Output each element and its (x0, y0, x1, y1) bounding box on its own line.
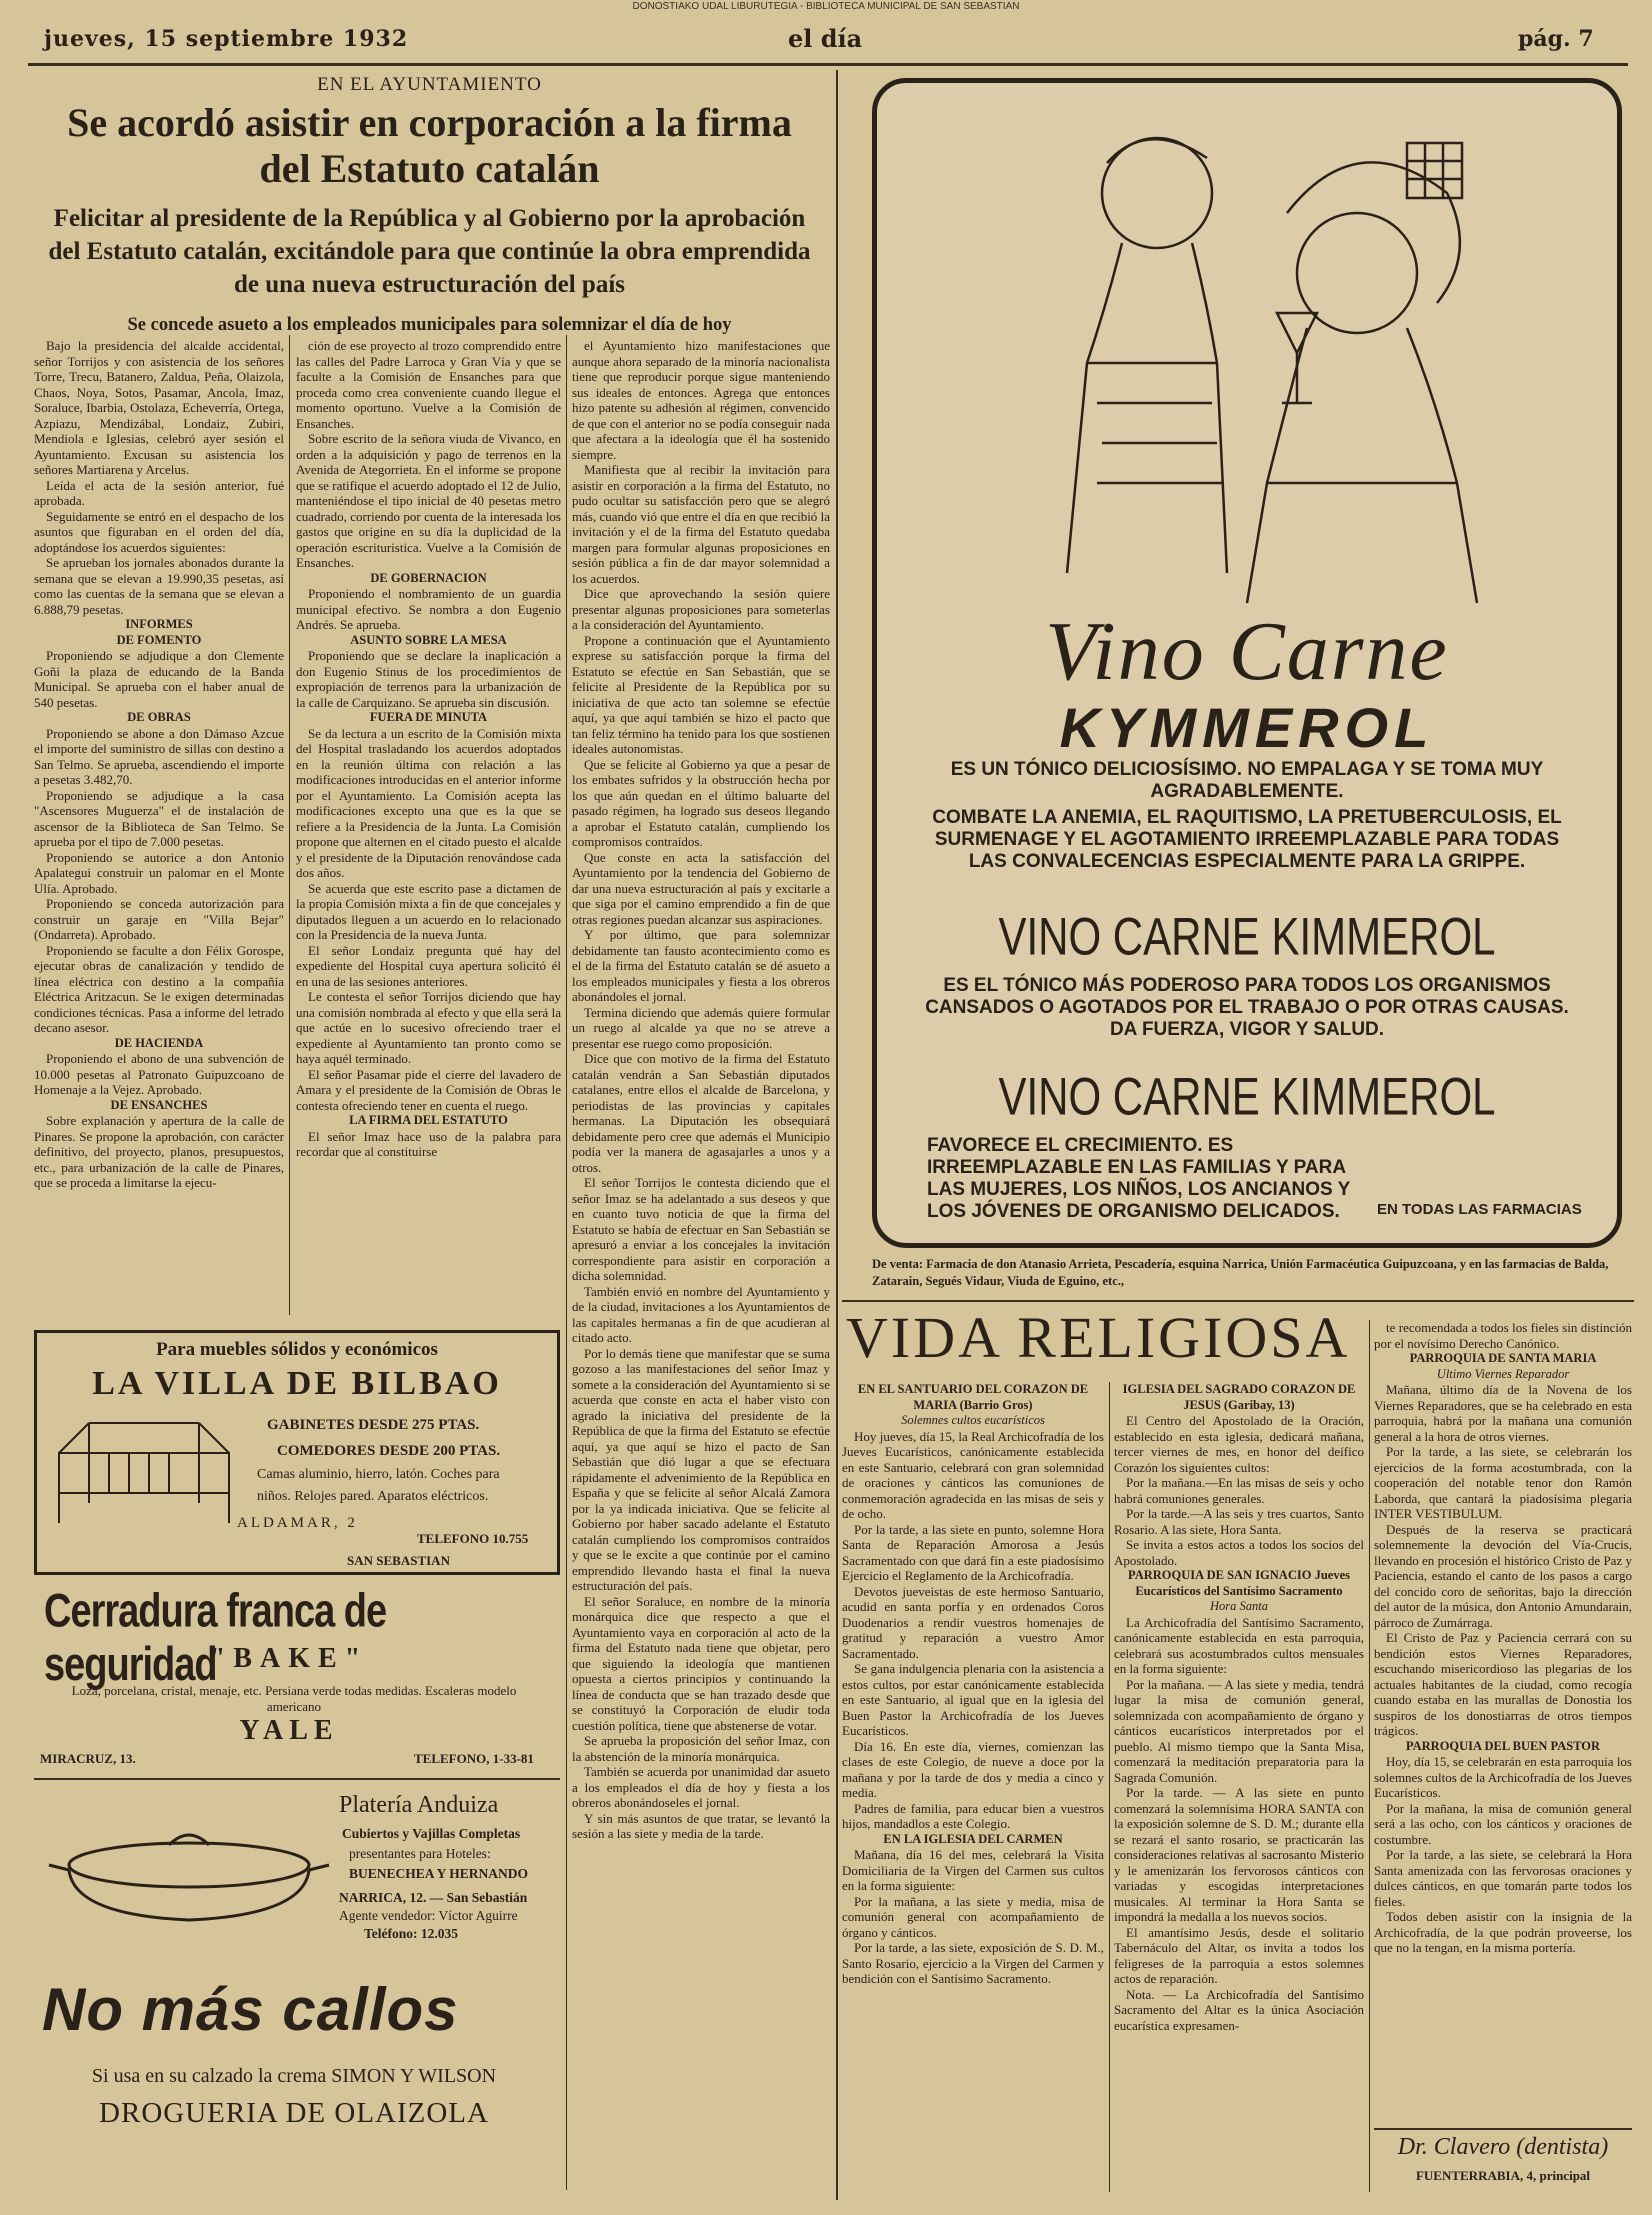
paragraph: Sobre explanación y apertura de la calle de Pinares. Se propone la aprobación, con carácter definitivo, del proyecto, planos, presupuestos, etc., para urbanización de la calle de Pinares, que se proceda a limitarse la ejecu- (34, 1113, 284, 1190)
headline-line-2: del Estatuto catalán (259, 146, 600, 191)
paragraph: Proponiendo se adjudique a don Clemente Goñi la plaza de educando de la Banda Municipal. Se aprueba con el haber anual de 540 pesetas. (34, 648, 284, 710)
ad-yale-desc: Loza, porcelana, cristal, menaje, etc. Persiana verde todas medidas. Escaleras modelo americano (71, 1683, 517, 1714)
ad-kym-venta: De venta: Farmacia de don Atanasio Arrieta, Pescadería, esquina Narrica, Unión Farmacéutica Guipuzcoana, y en las farmacias de Balda, Zatarain, Segués Vidaur, Viuda de Eguino, etc., (872, 1257, 1609, 1288)
paragraph: Le contesta el señor Torrijos diciendo que hay una comisión nombrada al efecto y que ella será la que actúe en lo sucesivo ofreciendo traer el expediente al Ayuntamiento tan pronto como se haya aquél terminado. (296, 989, 561, 1066)
ad-anduiza-line2: presentantes para Hoteles: (349, 1846, 491, 1861)
bed-illustration-icon (49, 1413, 239, 1533)
paragraph: Proponiendo el nombramiento de un guardia municipal efectivo. Se nombra a don Eugenio Andrés. Se aprueba. (296, 586, 561, 632)
section-subheading: FUERA DE MINUTA (369, 710, 488, 724)
paragraph: Por la mañana, la misa de comunión general será a las ocho, con los cánticos y oraciones de costumbre. (1374, 1800, 1632, 1847)
paragraph: Se gana indulgencia plenaria con la asistencia a estos cultos, por estar canónicamente establecida en este Santuario, al igual que en la iglesia del Buen Pastor la Archicofradía de los Jueves Eucarísticos. (842, 1661, 1104, 1738)
ad-villa-top: Para muebles sólidos y económicos (156, 1339, 438, 1360)
paragraph: Hoy jueves, día 15, la Real Archicofradía de los Jueves Eucarísticos, canónicamente establecida en este Santuario, celebrará con gran solemnidad de oraciones y cánticos las comuniones de conmemoración agradecida en las misas de seis y de ocho. (842, 1428, 1104, 1521)
paragraph: Se aprueba la proposición del señor Imaz, con la abstención de la minoría monárquica. (572, 1733, 830, 1764)
paragraph: Dice que con motivo de la firma del Estatuto catalán vendrán a San Sebastián diputados catalanes, entre ellos el alcalde de Barcelona, y periodistas de las provincias y capitales hermanas. La Diputación les obsequiará debidamente pero cree que además el Municipio podía ver la manera de agasajarles a unos y a otros. (572, 1051, 830, 1175)
paragraph: El Centro del Apostolado de la Oración, establecido en esta iglesia, dedicará mañana, tercer viernes de mes, en honor del deífico Corazón los siguientes cultos: (1114, 1413, 1364, 1475)
deck: Felicitar al presidente de la República y al Gobierno por la aprobación del Estatuto catalán, excitándole para que continúe la obra emprendida de una nueva estructuración del país (48, 205, 811, 298)
ad-no-mas-callos (34, 1975, 560, 2185)
section-subheading: DE ENSANCHES (110, 1097, 208, 1112)
article-column-3 (572, 338, 830, 2193)
ad-villa-de-bilbao (34, 1330, 560, 1575)
tureen-illustration-icon (44, 1810, 334, 1930)
paragraph: Devotos jueveistas de este hermoso Santuario, acudid en santa porfía y en ordenados Coros Duodenarios a rendir vuestros homenajes de gratitud y reparación a vuestro Amor Sacramentado. (842, 1583, 1104, 1661)
ad-yale-phone: TELEFONO, 1-33-81 (414, 1751, 534, 1766)
ad-villa-address: ALDAMAR, 2 (237, 1515, 358, 1531)
ad-villa-city: SAN SEBASTIAN (347, 1553, 450, 1568)
paragraph: Por la tarde, a las siete, exposición de S. D. M., Santo Rosario, ejercicio a la Virgen del Carmen y bendición con el Santísimo Sacramento. (842, 1940, 1104, 1986)
section-subheading: EN LA IGLESIA DEL CARMEN (883, 1831, 1063, 1846)
masthead-date: jueves, 15 septiembre 1932 (44, 26, 409, 52)
paragraph: Por la mañana. — A las siete y media, tendrá lugar la misa de comunión general, solemnizada con acompañamiento de órgano y cánticos eucarísticos interpretados por el pueblo. Al mismo tiempo que la Santa Misa, comenzará la meditación preparatoria para la Sagrada Comunión. (1114, 1676, 1364, 1785)
paragraph: Se acuerda que este escrito pase a dictamen de la propia Comisión mixta a fin de que concejales y diputados lleguen a un acuerdo en lo relacionado con la Presidencia de la nueva Junta. (296, 880, 561, 942)
divider-religiosa (842, 1300, 1634, 1302)
ad-yale-brand: "BAKE" (209, 1643, 369, 1674)
divider-main (836, 70, 838, 2200)
section-caption: Hora Santa (1210, 1599, 1268, 1613)
paragraph: Padres de familia, para educar bien a vuestros hijos, mandadlos a este Colegio. (842, 1800, 1104, 1831)
paragraph: Proponiendo se faculte a don Félix Gorospe, ejecutar obras de canalización y tendido de línea eléctrica con destino a la compañía Eléctrica Aritzacun. Se le exigen determinadas condiciones técnicas. Pasa a informe del letrado decano asesor. (34, 942, 284, 1035)
paragraph: El señor Imaz hace uso de la palabra para recordar que al constituirse (296, 1128, 561, 1159)
section-caption: Solemnes cultos eucarísticos (901, 1413, 1045, 1427)
masthead-rule (28, 63, 1628, 66)
ad-anduiza-name: Platería Anduiza (339, 1792, 499, 1818)
divider-clavero (1374, 2128, 1632, 2130)
couple-illustration-icon (1027, 103, 1487, 613)
paragraph: Día 16. En este día, viernes, comienzan las clases de este Colegio, de nueve a doce por la mañana y por la tarde de dos y media a cinco y media. (842, 1738, 1104, 1800)
divider-rel-col2 (1369, 1320, 1370, 2192)
paragraph: Que conste en acta la satisfacción del Ayuntamiento por la tendencia del Gobierno de dar una nueva estructuración al país y excitarle a que siga por el camino emprendido a fin de que otras regiones puedan alcanzar sus aspiraciones. (572, 849, 830, 927)
paragraph: Mañana, último día de la Novena de los Viernes Reparadores, que se ha celebrado en esta parroquia, habrá por la mañana una comunión general a la hora de otros viernes. (1374, 1382, 1632, 1444)
paragraph: El señor Soraluce, en nombre de la minoría monárquica dice que respecto a que el Ayuntamiento vaya en corporación al acto de la firma del Estatuto nada tiene que objetar, pero que siguiendo la ideología que mantienen opuesta a ciertos principios y continuando la línea de conducta que se han trazado desde que se constituyó la Corporación de eludir toda cuestión política, tiene que abstenerse de votar. (572, 1593, 830, 1733)
paragraph: Hoy, día 15, se celebrarán en esta parroquia los solemnes cultos de la Archicofradía de los Jueves Eucarísticos. (1374, 1754, 1632, 1800)
paragraph: Termina diciendo que además quiere formular un ruego al alcalde ya que no se atreve a presentar ese ruego como proposición. (572, 1004, 830, 1051)
ad-callos-headline: No más callos (42, 1976, 459, 2043)
ad-kym-h1: VINO CARNE KIMMEROL (998, 907, 1496, 966)
paragraph: Por la mañana, a las siete y media, misa de comunión general con acompañamiento de órgano y cánticos. (842, 1893, 1104, 1940)
paragraph: Proponiendo se abone a don Dámaso Azcue el importe del suministro de sillas con destino a San Telmo. Se aprueba, ascendiendo el importe a pesetas 3.482,70. (34, 725, 284, 787)
paragraph: Y sin más asuntos de que tratar, se levantó la sesión a las siete y media de la tarde. (572, 1810, 830, 1841)
paragraph: Propone a continuación que el Ayuntamiento exprese su satisfacción porque la firma del Estatuto se efectúe en San Sebastián, que se felicite al Presidente de la República por su iniciativa de que acto tan solemne se efectúe aquí, ya que aquí también se hizo el pacto que tan feliz término ha tenido para los que sostienen ideales autonomistas. (572, 632, 830, 756)
paragraph: El señor Pasamar pide el cierre del lavadero de Amara y el presidente de la Comisión de Obras le contesta ofreciendo tener en cuenta el ruego. (296, 1066, 561, 1113)
divider-ad-yale (34, 1778, 560, 1780)
divider-left-col2 (566, 335, 567, 2190)
paragraph: Y por último, que para solemnizar debidamente tan fausto acontecimiento como es el de la firma del Estatuto catalán se dé asueto a los empleados municipales y fiesta a los obreros abonándoles el jornal. (572, 927, 830, 1004)
ad-anduiza-line1: Cubiertos y Vajillas Completas (342, 1826, 521, 1841)
paragraph: Por la tarde, a las siete en punto, solemne Hora Santa de Reparación Amorosa a Jesús Sacramentado con que dará fin a este piadosísimo Ejercicio el Reglamento de la Archicofradía. (842, 1521, 1104, 1583)
paragraph: Por la tarde, a las siete, se celebrarán los ejercicios de la forma acostumbrada, con la cooperación del notable tenor don Ramón Laborda, que cantará la piadosísima plegaria INTER VESTIBULUM. (1374, 1444, 1632, 1521)
paragraph: El señor Torrijos le contesta diciendo que el señor Imaz se ha adelantado a sus deseos y que en cuanto tuvo noticia de que la firma del Estatuto se había de efectuar en San Sebastián se apresuró a enviar a los concejales la invitación correspondiente para asistir en corporación a dicha solemnidad. (572, 1175, 830, 1283)
section-subheading: PARROQUIA DE SANTA MARIA (1409, 1351, 1597, 1365)
ad-kym-p2: COMBATE LA ANEMIA, EL RAQUITISMO, LA PRETUBERCULOSIS, EL SURMENAGE Y EL AGOTAMIENTO IRREEMPLAZABLE PARA TODAS LAS CONVALECENCIAS ESPECIALMENTE PARA LA GRIPPE. (932, 807, 1562, 872)
paragraph: Se invita a estos actos a todos los socios del Apostolado. (1114, 1537, 1364, 1568)
paragraph: También se acuerda por unanimidad dar asueto a los empleados el día de hoy y fiesta a los obreros abonándoseles el jornal. (572, 1764, 830, 1810)
ad-villa-phone: TELEFONO 10.755 (417, 1531, 529, 1546)
ad-kym-script: Vino Carne (1045, 605, 1449, 698)
paragraph: Por lo demás tiene que manifestar que se suma gozoso a las manifestaciones del señor Imaz y somete a la consideración del Ayuntamiento si se acuerda que conste en acta el haber visto con agrado la iniciativa del presidente de la República de que la firma del Estatuto se efectúe aquí, ya que aquí se hizo el pacto de San Sebastián que dió lugar a que se efectuara rápidamente el advenimiento de la República en España y que se felicite al señor Alcalá Zamora por la ya indicada iniciativa. Que se felicite al Gobierno por haber sacado adelante el Estatuto catalán cumpliendo los compromisos contraídos y que se le excite a que continúe por el camino emprendido llevando hasta el final la nueva estructuración del país. (572, 1345, 830, 1593)
paragraph: El Cristo de Paz y Paciencia cerrará con su bendición estos Viernes Reparadores, escuchando misericordioso las plegarias de los actuales habitantes de la ciudad, como recogía cuando estaba en las murallas de Donostia los suspiros de los donostiarras de otros tiempos trágicos. (1374, 1630, 1632, 1738)
ad-anduiza-line3: BUENECHEA Y HERNANDO (349, 1866, 529, 1881)
section-subheading: DE OBRAS (127, 710, 191, 724)
paragraph: Proponiendo se adjudique a la casa "Ascensores Muguerza" el de instalación de ascensor de la Biblioteca de San Telmo. Se aprueba por el tipo de 7.000 pesetas. (34, 787, 284, 849)
headline-line-1: Se acordó asistir en corporación a la firma (67, 100, 792, 145)
paragraph: ción de ese proyecto al trozo comprendido entre las calles del Padre Larroca y Gran Vía y que se faculte a la Comisión de Ensanches para que proceda como crea conveniente cuando llegue el momento oportuno. Vuelve a la Comisión de Ensanches. (296, 338, 561, 431)
ad-anduiza-line5: Agente vendedor: Víctor Aguirre (339, 1908, 518, 1923)
ad-callos-line2: DROGUERIA DE OLAIZOLA (99, 2097, 489, 2129)
section-subheading: ASUNTO SOBRE LA MESA (350, 632, 507, 647)
paragraph: Proponiendo se conceda autorización para construir un garaje en "Villa Bejar" (Ondarreta). Aprobado. (34, 896, 284, 942)
article-column-1 (34, 338, 284, 1313)
ad-yale-brand2: YALE (239, 1715, 339, 1746)
ad-villa-line2: COMEDORES DESDE 200 PTAS. (277, 1443, 501, 1459)
masthead-page: pág. 7 (1518, 26, 1594, 52)
paragraph: Que se felicite al Gobierno ya que a pesar de los embates sufridos y la obstrucción hecha por los que aún quedan en el último baluarte del pasado régimen, ha logrado sus deseos llegando a aprobar el Estatuto catalán, cumpliendo los compromisos contraídos. (572, 756, 830, 849)
ad-anduiza-line6: Teléfono: 12.035 (364, 1926, 458, 1941)
masthead-name: el día (788, 24, 863, 53)
paragraph: Proponiendo se autorice a don Antonio Apalategui construir un palomar en el Monte Ulía. Aprobado. (34, 849, 284, 896)
paragraph: Seguidamente se entró en el despacho de los asuntos que figuraban en el orden del día, adoptándose los acuerdos siguientes: (34, 508, 284, 555)
masthead (28, 18, 1638, 70)
paragraph: Dice que aprovechando la sesión quiere presentar algunas proposiciones para someterlas a la consideración del Ayuntamiento. (572, 586, 830, 632)
divider-left-col1 (289, 335, 290, 1315)
ad-yale-address: MIRACRUZ, 13. (40, 1751, 136, 1766)
paragraph: El amantísimo Jesús, desde el solitario Tabernáculo del Altar, os invita a todos los feligreses de la parroquia a estos solemnes actos de reparación. (1114, 1924, 1364, 1986)
paragraph: el Ayuntamiento hizo manifestaciones que aunque ahora separado de la minoría nacionalista tiene que reproducir porque sigue manteniendo sus ideales de entonces. Agrega que entonces hizo patente su adhesión al régimen, convencido de que con el anterior no se podía conseguir nada que afectara a la ideología que él ha sostenido siempre. (572, 338, 830, 462)
paragraph: Sobre escrito de la señora viuda de Vivanco, en orden a la adquisición y pago de terrenos en la Avenida de Ategorrieta. En el informe se propone que se ratifique el acuerdo adoptado el 12 de Julio, manteniéndose el tipo inicial de 40 pesetas metro cuadrado, corriendo por cuenta de la interesada los gastos que origine en su día la duplicidad de la operación escrituristica. Vuelve a la Comisión de Ensanches. (296, 431, 561, 570)
paragraph: Se da lectura a un escrito de la Comisión mixta del Hospital trasladando los acuerdos adoptados en la reunión última con relación a las modificaciones introducidas en el anterior informe por el Ayuntamiento. La Comisión acepta las modificaciones excepto una que es la que se refiere a la Presidencia de la Junta. La Comisión propone que alternen en el citado puesto el alcalde y el presidente de la Diputación renovándose cada dos años. (296, 725, 561, 880)
paragraph: te recomendada a todos los fieles sin distinción por el novísimo Derecho Canónico. (1374, 1320, 1632, 1351)
section-subheading: EN EL SANTUARIO DEL CORAZON DE MARIA (Barrio Gros) (857, 1382, 1089, 1412)
paragraph: Por la mañana.—En las misas de seis y ocho habrá comuniones generales. (1114, 1475, 1364, 1506)
ad-villa-line3: Camas aluminio, hierro, latón. Coches para (257, 1467, 500, 1482)
paragraph: Mañana, día 16 del mes, celebrará la Visita Domiciliaria de la Virgen del Carmen sus cultos en la forma siguiente: (842, 1847, 1104, 1893)
paragraph: Por la tarde, a las siete, se celebrará la Hora Santa amenizada con las fervorosas oraciones y dulces cánticos, en que tomarán parte todos los fieles. (1374, 1847, 1632, 1909)
paragraph: Todos deben asistir con la insignia de la Archicofradía, de la que podrán proveerse, los que no la tengan, en la misma portería. (1374, 1909, 1632, 1955)
ad-plateria-anduiza (34, 1790, 560, 1965)
paragraph: Proponiendo que se declare la inaplicación a don Eugenio Stinus de los procedimientos de expropiación de terrenos para la urbanización de la calle de Carquizano. Se aprueba sin discusión. (296, 648, 561, 710)
paragraph: Por la tarde.—A las seis y tres cuartos, Santo Rosario. A las siete, Hora Santa. (1114, 1506, 1364, 1537)
paragraph: Bajo la presidencia del alcalde accidental, señor Torrijos y con asistencia de los señores Torre, Trecu, Batanero, Zaldua, Peña, Olaizola, Chaos, Noya, Sotos, Pasamar, Ancola, Imaz, Soraluce, Ibarbia, Ostolaza, Echeverría, Ortega, Azpiazu, Mendizábal, Londaiz, Zubiri, Mendiola e Iglesias, celebró ayer sesión el Ayuntamiento. Excusan su asistencia los señores Martiarena y Arcelus. (34, 338, 284, 477)
paragraph: Nota. — La Archicofradía del Santísimo Sacramento del Altar es la única Asociación eucarística expresamen- (1114, 1986, 1364, 2033)
ad-villa-line4: niños. Relojes pared. Aparatos eléctricos. (257, 1489, 489, 1504)
ad-villa-name: LA VILLA DE BILBAO (92, 1365, 502, 1402)
section-subheading: DE GOBERNACION (370, 570, 487, 585)
ad-kym-p1: ES UN TÓNICO DELICIOSÍSIMO. NO EMPALAGA Y SE TOMA MUY AGRADABLEMENTE. (950, 759, 1544, 802)
paragraph: Leída el acta de la sesión anterior, fué aprobada. (34, 477, 284, 508)
ad-villa-line1: GABINETES DESDE 275 PTAS. (267, 1417, 480, 1433)
paragraph: Por la tarde. — A las siete en punto comenzará la solemnísima HORA SANTA con la exposición solemne de S. D. M.; durante ella se rezará el santo rosario, se practicarán las consideraciones relativas al sacrosanto Misterio y le amenizarán los fervorosos cánticos con variadas y escogidas interpretaciones musicales. Al terminar la Hora Santa se impondrá la medalla a los nuevos socios. (1114, 1785, 1364, 1924)
ad-vino-carne-kymmerol (872, 78, 1622, 1248)
paragraph: Proponiendo el abono de una subvención de 10.000 pesetas al Patronato Guipuzcoano de Homenaje a la Vejez. Aprobado. (34, 1051, 284, 1097)
paragraph: Después de la reserva se practicará solemnemente la devoción del Vía-Crucis, llevando en procesión el histórico Cristo de Paz y Paciencia, estando el canto de los pasos a cargo del concido coro de señoritas, bajo la dirección del autor de la música, don Antonio Amundarain, párroco de Zumárraga. (1374, 1521, 1632, 1630)
divider-rel-col1 (1109, 1382, 1110, 2192)
section-subheading: INFORMES (125, 617, 193, 631)
archive-banner: DONOSTIAKO UDAL LIBURUTEGIA - BIBLIOTECA MUNICIPAL DE SAN SEBASTIAN (632, 1, 1020, 12)
paragraph: También envió en nombre del Ayuntamiento y de la ciudad, invitaciones a los Ayuntamientos de las capitales hermanas a fin de que acudieran al citado acto. (572, 1283, 830, 1345)
paragraph: Se aprueban los jornales abonados durante la semana que se elevan a 19.990,35 pesetas, así como las cuentas de la semana que se elevan a 6.888,79 pesetas. (34, 555, 284, 617)
ad-clavero-address: FUENTERRABIA, 4, principal (1415, 2168, 1591, 2183)
subdeck: Se concede asueto a los empleados municipales para solemnizar el día de hoy (127, 315, 732, 335)
ad-kym-brand: KYMMEROL (1059, 696, 1435, 759)
ad-clavero-name: Dr. Clavero (dentista) (1397, 2134, 1609, 2160)
section-subheading: PARROQUIA DE SAN IGNACIO Jueves Eucarísticos del Santísimo Sacramento (1127, 1568, 1350, 1598)
section-subheading: LA FIRMA DEL ESTATUTO (349, 1113, 508, 1127)
ad-dr-clavero (1374, 2134, 1632, 2194)
ad-kym-h2: VINO CARNE KIMMEROL (998, 1067, 1496, 1126)
article-column-2 (296, 338, 561, 1313)
article-ayuntamiento-header (32, 74, 827, 336)
ad-anduiza-line4: NARRICA, 12. — San Sebastián (339, 1890, 528, 1905)
ad-cerradura-yale (34, 1585, 560, 1770)
section-subheading: DE FOMENTO (116, 632, 202, 647)
religiosa-column-3 (1374, 1320, 1632, 2122)
ad-yale-headline: Cerradura franca de seguridad (44, 1585, 387, 1692)
religiosa-column-2 (1114, 1382, 1364, 2192)
religiosa-title: VIDA RELIGIOSA (846, 1305, 1351, 1370)
paragraph: Manifiesta que al recibir la invitación para asistir en corporación a la firma del Estatuto, no pudo ocultar su satisfacción pero que se alegró más, cuando vió que entre el día en que recibió la invitación y el de la firma del Estatuto quedaba margen para formular algunas proposiciones en sesión pública a fin de dar mayor solemnidad a los acuerdos. (572, 462, 830, 586)
section-subheading: PARROQUIA DEL BUEN PASTOR (1405, 1738, 1601, 1753)
paragraph: La Archicofradía del Santísimo Sacramento, canónicamente establecida en esta parroquia, celebrará sus acostumbrados cultos mensuales en la forma siguiente: (1114, 1614, 1364, 1676)
religiosa-column-1 (842, 1382, 1104, 2192)
ad-kym-p3: ES EL TÓNICO MÁS PODEROSO PARA TODOS LOS ORGANISMOS CANSADOS O AGOTADOS POR EL TRABAJO O POR OTRAS CAUSAS. DA FUERZA, VIGOR Y SALUD. (925, 975, 1569, 1040)
section-caption: Ultimo Viernes Reparador (1436, 1366, 1570, 1381)
paragraph: El señor Londaiz pregunta qué hay del expediente del Hospital cuya apertura solicitó él en una de las sesiones anteriores. (296, 942, 561, 989)
section-subheading: IGLESIA DEL SAGRADO CORAZON DE JESUS (Garibay, 13) (1122, 1382, 1356, 1412)
ad-callos-line1: Si usa en su calzado la crema SIMON Y WILSON (91, 2065, 497, 2087)
kicker: EN EL AYUNTAMIENTO (317, 74, 542, 95)
section-subheading: DE HACIENDA (114, 1035, 204, 1050)
ad-kym-p4: FAVORECE EL CRECIMIENTO. ES IRREEMPLAZABLE EN LAS FAMILIAS Y PARA LAS MUJERES, LOS NIÑOS, LOS ANCIANOS Y LOS JÓVENES DE ORGANISMO DELICADOS. (927, 1135, 1350, 1222)
ad-kym-p4b: EN TODAS LAS FARMACIAS (1377, 1201, 1582, 1218)
